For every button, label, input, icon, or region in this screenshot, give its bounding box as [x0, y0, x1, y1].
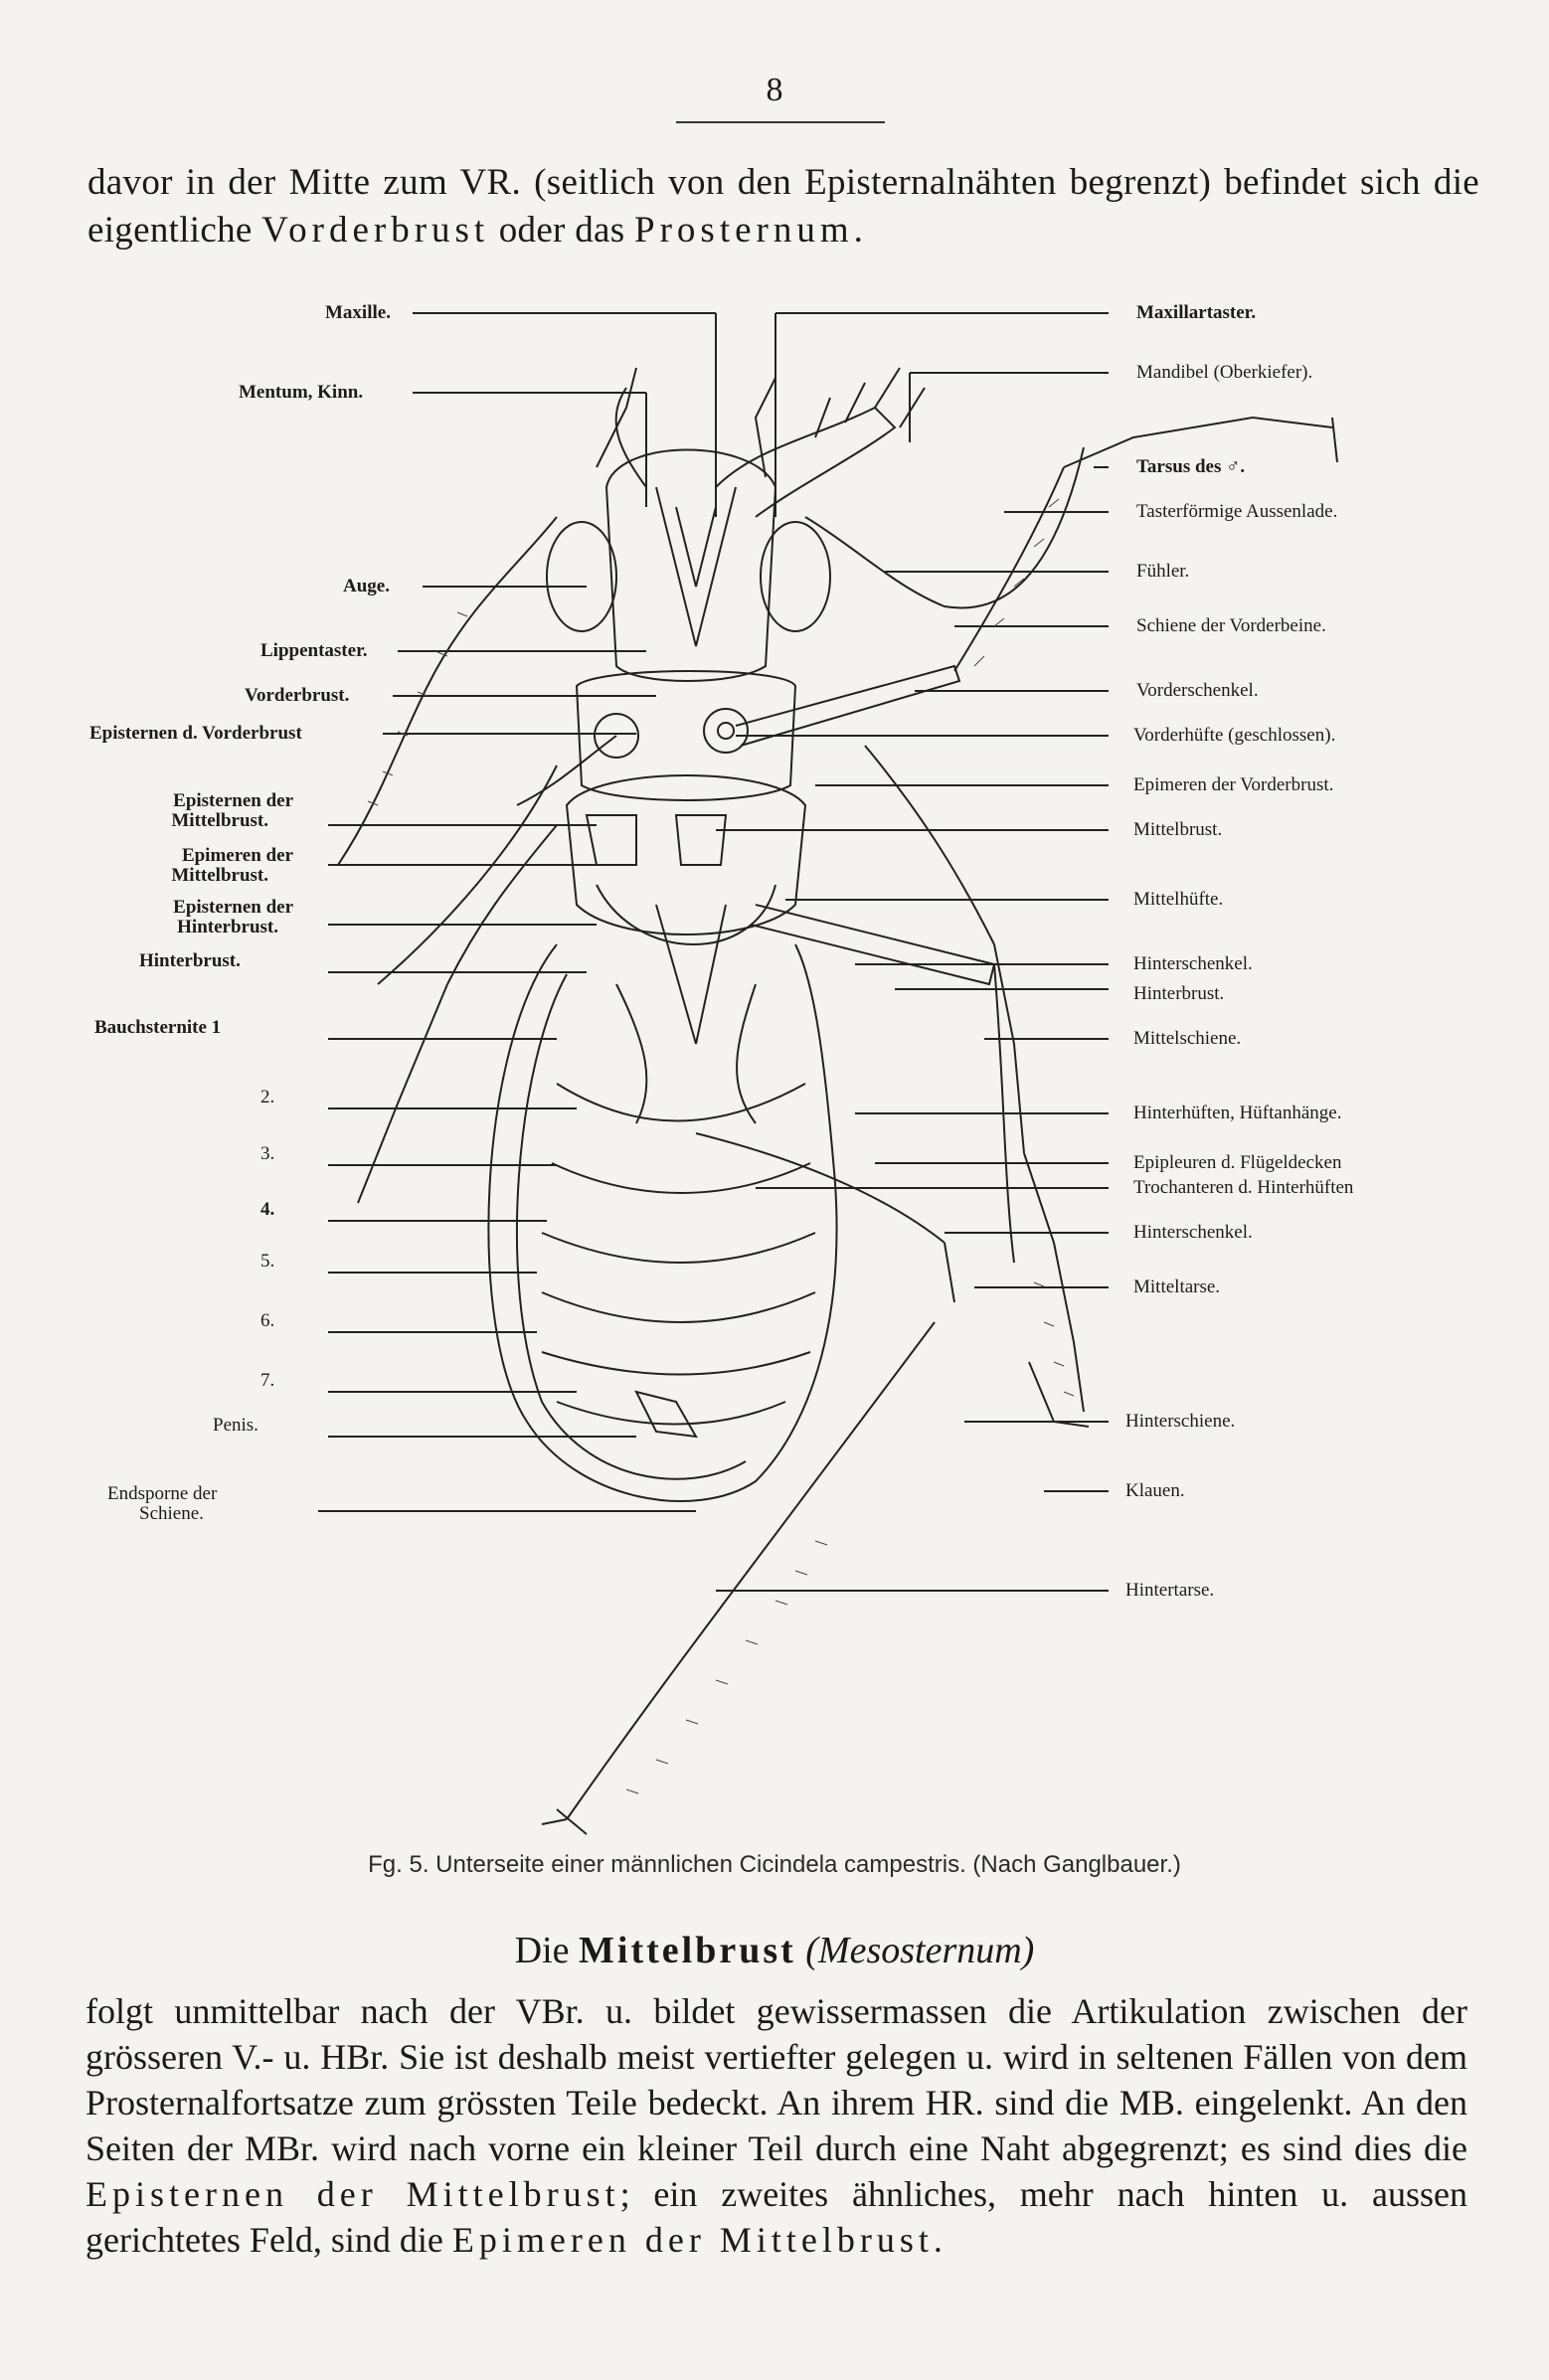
body-text-2: ; ein zweites ähnliches, mehr nach hinten u. aussen gerichtetes Feld, sind die	[86, 2174, 1467, 2260]
label-trochanteren: Trochanteren d. Hinterhüften	[1133, 1177, 1354, 1198]
heading-bold: Mittelbrust	[579, 1930, 796, 1971]
label-mentum: Mentum, Kinn.	[239, 382, 364, 403]
body-spaced-episternen: Episternen der Mittelbrust	[86, 2174, 620, 2214]
label-episternen-hinterbrust-1: Episternen der	[173, 897, 293, 918]
label-maxille: Maxille.	[325, 302, 391, 323]
label-hintertarse: Hintertarse.	[1125, 1580, 1215, 1601]
label-klauen: Klauen.	[1125, 1480, 1185, 1501]
label-sternite-4: 4.	[260, 1199, 275, 1220]
label-vorderschenkel: Vorderschenkel.	[1136, 680, 1259, 701]
label-episternen-vorderbrust: Episternen d. Vorderbrust	[89, 723, 302, 744]
intro-text-1: davor in der Mitte zum VR. (seitlich von den Episternalnähten begrenzt) befindet sich die eigentliche	[87, 162, 1479, 251]
label-sternite-6: 6.	[260, 1310, 275, 1331]
label-bauchsternite-1: Bauchsternite 1	[94, 1017, 222, 1038]
label-episternen-mittelbrust-1: Episternen der	[173, 790, 293, 811]
section-heading	[0, 1929, 1549, 1972]
label-penis: Penis.	[213, 1415, 258, 1436]
label-schiene-vorderbeine: Schiene der Vorderbeine.	[1136, 615, 1326, 636]
page-number-rule	[676, 121, 885, 123]
label-hinterschenkel-1: Hinterschenkel.	[1133, 953, 1253, 974]
label-hinterschenkel-2: Hinterschenkel.	[1133, 1222, 1253, 1243]
label-mittelschiene: Mittelschiene.	[1133, 1028, 1242, 1049]
heading-prefix: Die	[514, 1930, 580, 1971]
intro-spaced-prosternum: Prosternum.	[634, 210, 868, 251]
label-endsporne-1: Endsporne der	[107, 1483, 218, 1504]
figure-caption: Fg. 5. Unterseite einer männlichen Cicindela campestris. (Nach Ganglbauer.)	[368, 1851, 1181, 1878]
label-mittelhuefte: Mittelhüfte.	[1133, 889, 1224, 910]
label-episternen-mittelbrust-2: Mittelbrust.	[171, 810, 268, 831]
label-epimeren-vorderbrust: Epimeren der Vorderbrust.	[1133, 774, 1334, 795]
label-sternite-5: 5.	[260, 1251, 275, 1272]
label-mandibel: Mandibel (Oberkiefer).	[1136, 362, 1313, 383]
label-mittelbrust: Mittelbrust.	[1133, 819, 1223, 840]
label-hinterhuefte: Hinterhüften, Hüftanhänge.	[1133, 1103, 1342, 1123]
intro-text-2: oder das	[489, 210, 635, 251]
label-aussenlade: Tasterförmige Aussenlade.	[1136, 501, 1338, 522]
body-text-1: folgt unmittelbar nach der VBr. u. bildet gewissermassen die Artikulation zwischen der grösseren V.- u. HBr. Sie ist deshalb meist vertiefter gelegen u. wird in seltenen Fällen von dem Prosternalfortsatze zum grössten Teile bedeckt. An ihrem HR. sind die MB. eingelenkt. An den Seiten der MBr. wird nach vorne ein kleiner Teil durch eine Naht abgegrenzt; es sind dies die	[86, 1991, 1467, 2168]
label-hinterbrust-left: Hinterbrust.	[139, 950, 241, 971]
label-tarsus: Tarsus des ♂.	[1136, 456, 1246, 477]
label-fuehler: Fühler.	[1136, 561, 1190, 582]
label-maxillartaster: Maxillartaster.	[1136, 302, 1257, 323]
body-spaced-epimeren: Epimeren der Mittelbrust.	[451, 2220, 947, 2260]
label-auge: Auge.	[343, 576, 390, 596]
label-lippentaster: Lippentaster.	[260, 640, 368, 661]
label-mitteltarse: Mitteltarse.	[1133, 1276, 1221, 1297]
label-sternite-7: 7.	[260, 1370, 275, 1391]
label-epimeren-mittelbrust-2: Mittelbrust.	[171, 865, 268, 886]
heading-italic: (Mesosternum)	[805, 1930, 1035, 1971]
label-hinterbrust-right: Hinterbrust.	[1133, 983, 1225, 1004]
page-number: 8	[766, 72, 783, 108]
label-episternen-hinterbrust-2: Hinterbrust.	[177, 917, 278, 937]
label-hinterschiene: Hinterschiene.	[1125, 1411, 1236, 1432]
label-sternite-2: 2.	[260, 1087, 275, 1107]
label-vorderhuefte: Vorderhüfte (geschlossen).	[1133, 725, 1336, 746]
label-endsporne-2: Schiene.	[139, 1503, 204, 1524]
beetle-illustration	[0, 288, 1549, 1859]
intro-spaced-vorderbrust: Vorderbrust	[261, 210, 490, 251]
label-vorderbrust: Vorderbrust.	[245, 685, 350, 706]
label-sternite-3: 3.	[260, 1143, 275, 1164]
body-paragraph	[86, 1988, 1467, 2263]
label-epimeren-mittelbrust-1: Epimeren der	[181, 845, 293, 866]
intro-paragraph	[87, 159, 1479, 255]
label-epipleuren: Epipleuren d. Flügeldecken	[1133, 1152, 1342, 1173]
beetle-figure	[0, 288, 1549, 1859]
